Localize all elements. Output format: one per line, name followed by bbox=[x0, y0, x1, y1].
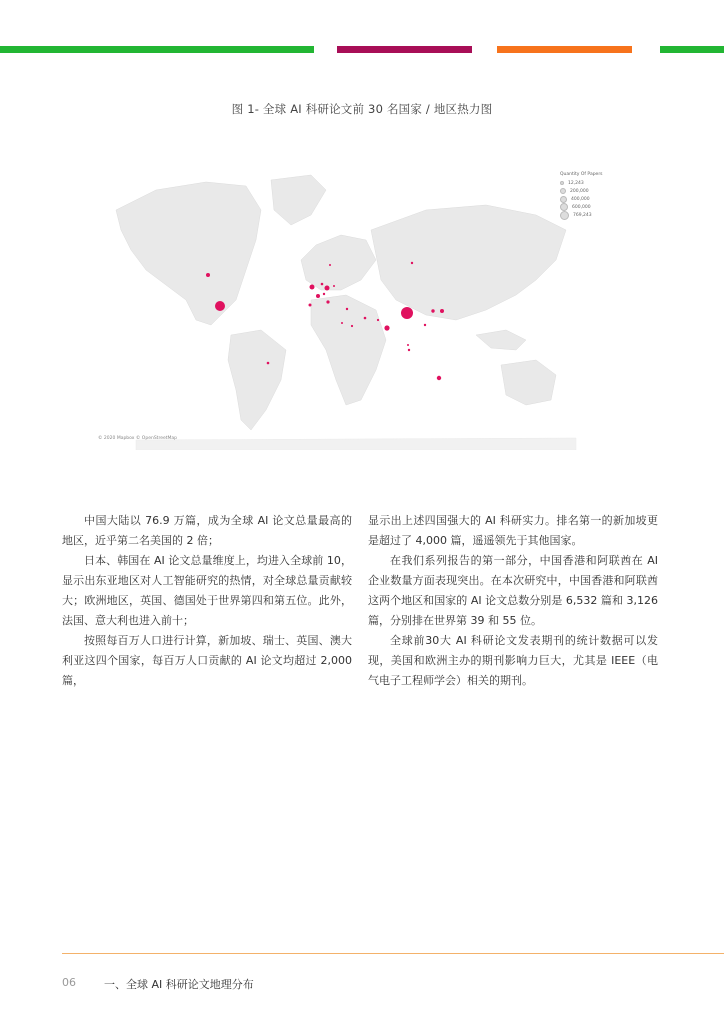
dot-usa bbox=[215, 301, 225, 311]
top-bar-green-right bbox=[660, 46, 724, 53]
world-map-svg bbox=[96, 150, 616, 450]
legend-swatch-5 bbox=[560, 211, 569, 220]
north-america-shape bbox=[116, 182, 261, 325]
asia-shape bbox=[371, 205, 566, 320]
antarctica-shape bbox=[136, 438, 576, 450]
world-map bbox=[96, 150, 616, 450]
legend-label-3: 400,000 bbox=[571, 196, 590, 202]
dot-spain bbox=[309, 304, 312, 307]
paragraph: 全球前30大 AI 科研论文发表期刊的统计数据可以发现，美国和欧洲主办的期刊影响力巨大，尤其是 IEEE（电气电子工程师学会）相关的期刊。 bbox=[368, 634, 658, 687]
greenland-shape bbox=[271, 175, 326, 225]
dot-turkey bbox=[346, 308, 348, 310]
legend-label-2: 200,000 bbox=[570, 188, 589, 194]
dot-italy bbox=[326, 300, 329, 303]
legend-row bbox=[560, 203, 620, 211]
dot-switzerland bbox=[323, 293, 325, 295]
dot-taiwan bbox=[424, 324, 426, 326]
dot-pakistan bbox=[377, 319, 379, 321]
dot-uk bbox=[310, 285, 315, 290]
southeast-asia-shape bbox=[476, 330, 526, 350]
body-column-right bbox=[368, 511, 658, 691]
legend-swatch-1 bbox=[560, 181, 564, 185]
australia-shape bbox=[501, 360, 556, 405]
dot-france bbox=[316, 294, 320, 298]
dot-singapore bbox=[408, 349, 410, 351]
legend-label-4: 600,000 bbox=[572, 204, 591, 210]
europe-shape bbox=[301, 235, 376, 290]
dot-netherlands bbox=[321, 283, 324, 286]
page-number: 06 bbox=[62, 976, 76, 989]
paragraph-continuation: 显示出上述四国强大的 AI 科研实力。排名第一的新加坡更是超过了 4,000 篇，遥遥领先于其他国家。 bbox=[368, 514, 658, 547]
dot-saudi bbox=[351, 325, 353, 327]
continents bbox=[116, 175, 576, 450]
africa-shape bbox=[311, 295, 386, 405]
paragraph: 日本、韩国在 AI 论文总量维度上，均进入全球前 10，显示出东亚地区对人工智能研究的热情，对全球总量贡献较大；欧洲地区，英国、德国处于世界第四和第五位。此外，法国、意大利也进入前十； bbox=[62, 554, 352, 627]
footer-divider bbox=[62, 953, 724, 954]
top-bar-green bbox=[0, 46, 314, 53]
dot-china bbox=[401, 307, 413, 319]
dot-germany bbox=[325, 286, 330, 291]
dot-sweden bbox=[329, 264, 331, 266]
dot-russia bbox=[411, 262, 413, 264]
dot-egypt bbox=[341, 322, 343, 324]
south-america-shape bbox=[228, 330, 286, 430]
map-credit: © 2020 Mapbox © OpenStreetMap bbox=[98, 436, 177, 441]
legend-row bbox=[560, 211, 620, 219]
figure-title: 图 1- 全球 AI 科研论文前 30 名国家 / 地区热力图 bbox=[231, 102, 493, 116]
legend-title: Quantity Of Papers bbox=[560, 172, 603, 177]
dot-brazil bbox=[267, 362, 270, 365]
dot-japan bbox=[440, 309, 444, 313]
legend-swatch-3 bbox=[560, 196, 567, 203]
section-title: 一、全球 AI 科研论文地理分布 bbox=[104, 978, 254, 991]
dot-canada bbox=[206, 273, 210, 277]
legend-swatch-2 bbox=[560, 188, 566, 194]
body-column-left bbox=[62, 511, 352, 691]
paragraph: 按照每百万人口进行计算，新加坡、瑞士、英国、澳大利亚这四个国家，每百万人口贡献的 AI 论文均超过 2,000 篇， bbox=[62, 634, 352, 687]
dot-malaysia bbox=[407, 344, 409, 346]
paragraph: 在我们系列报告的第一部分，中国香港和阿联酋在 AI 企业数量方面表现突出。在本次研究中，中国香港和阿联酋这两个地区和国家的 AI 论文总数分别是 6,532 篇和 3,126 篇，分别排在世界第 39 和 55 位。 bbox=[368, 554, 658, 627]
top-bar-magenta bbox=[337, 46, 472, 53]
legend-label-5: 769,243 bbox=[573, 212, 592, 218]
legend-row bbox=[560, 179, 620, 187]
dot-iran bbox=[364, 317, 367, 320]
dot-korea bbox=[431, 309, 434, 312]
legend-row bbox=[560, 195, 620, 203]
map-legend bbox=[560, 172, 620, 219]
legend-label-1: 12,243 bbox=[568, 180, 584, 186]
dot-poland bbox=[333, 285, 335, 287]
paragraph: 中国大陆以 76.9 万篇，成为全球 AI 论文总量最高的地区，近乎第二名美国的 2 倍； bbox=[62, 514, 352, 547]
legend-row bbox=[560, 187, 620, 195]
dot-india bbox=[384, 325, 389, 330]
legend-swatch-4 bbox=[560, 203, 568, 211]
top-bar-orange bbox=[497, 46, 632, 53]
dot-australia bbox=[437, 376, 441, 380]
